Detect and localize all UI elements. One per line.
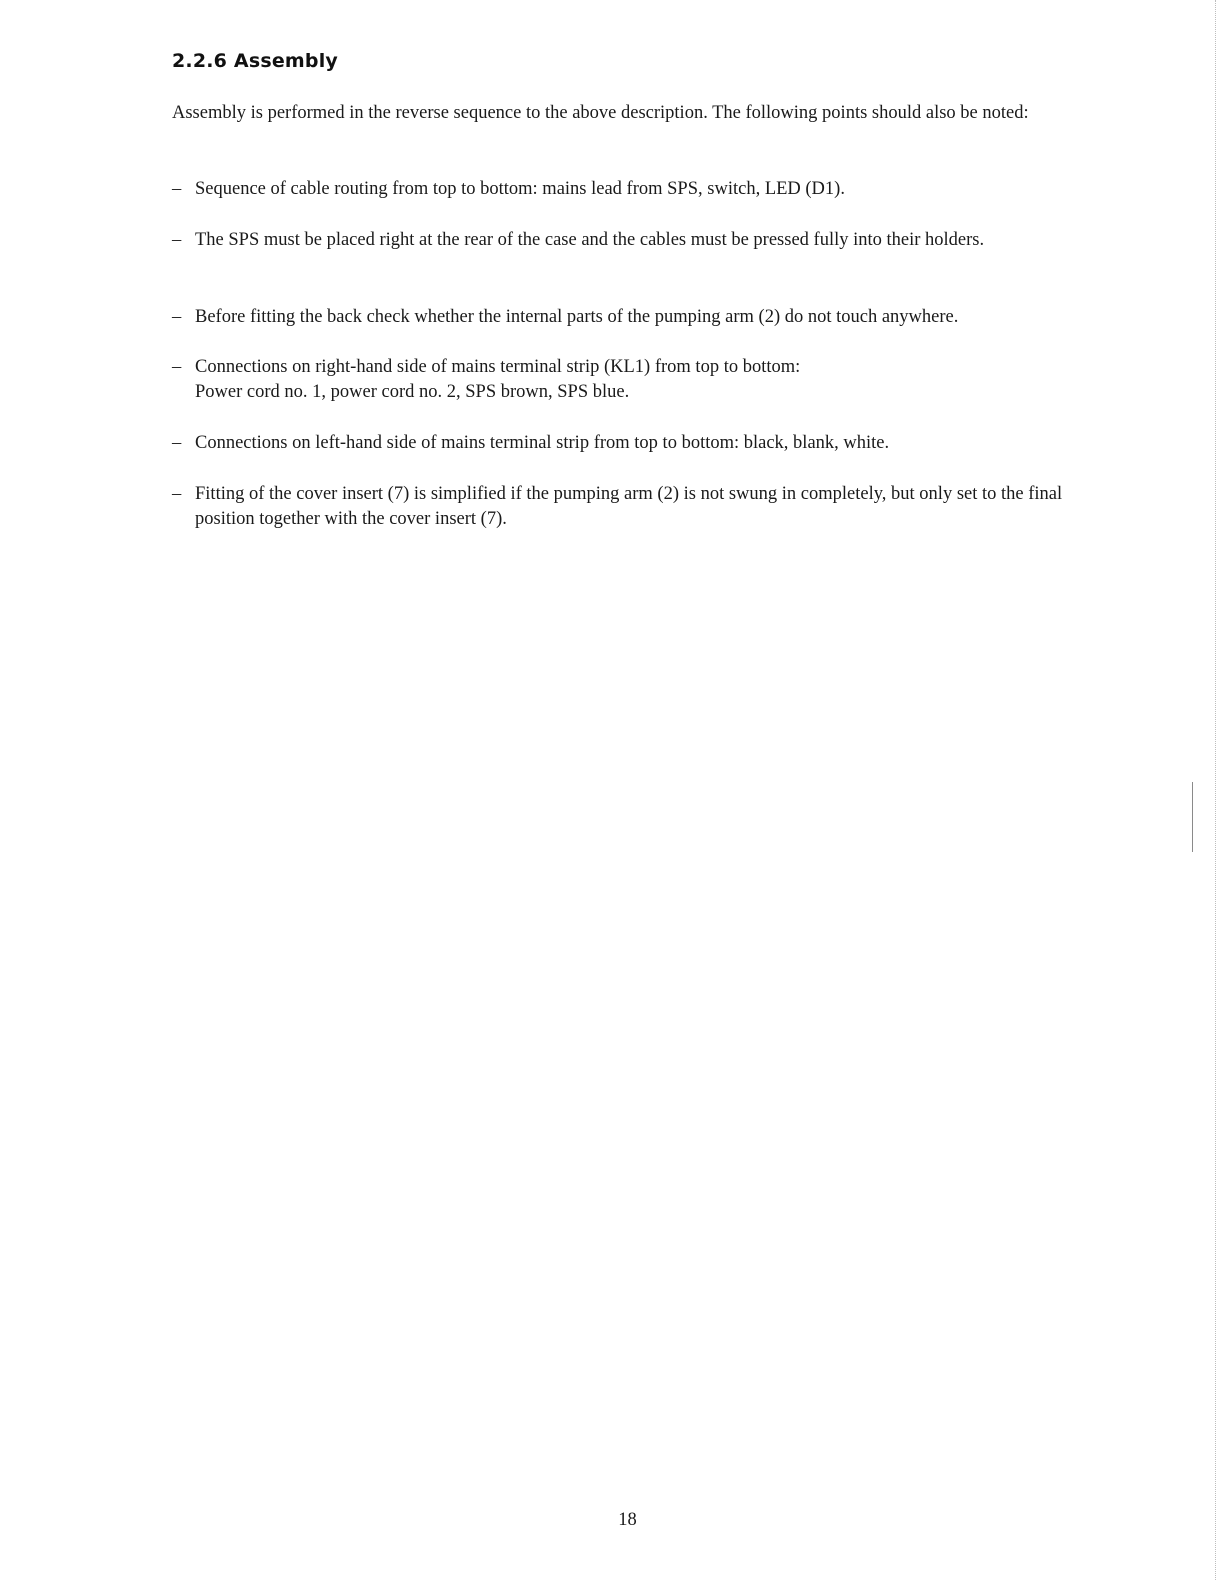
list-item [172, 355, 1082, 405]
scan-mark [1192, 782, 1193, 852]
dash-bullet: – [172, 179, 182, 199]
list-item-text: Sequence of cable routing from top to bottom: mains lead from SPS, switch, LED (D1). [195, 179, 845, 199]
section-heading: 2.2.6 Assembly [172, 50, 339, 72]
intro-paragraph: Assembly is performed in the reverse sequence to the above description. The following points should also be noted: [172, 103, 1029, 123]
dash-bullet: – [172, 307, 182, 327]
list-item [172, 431, 1082, 456]
list-item-text: The SPS must be placed right at the rear of the case and the cables must be pressed fully into their holders. [195, 230, 985, 250]
list-item [172, 228, 1082, 253]
list-item-text: Before fitting the back check whether the internal parts of the pumping arm (2) do not touch anywhere. [195, 307, 959, 327]
list-item-line: Power cord no. 1, power cord no. 2, SPS brown, SPS blue. [195, 382, 630, 402]
list-item [172, 482, 1082, 532]
list-item [172, 305, 1082, 330]
dash-bullet: – [172, 433, 182, 453]
page-number: 18 [618, 1510, 637, 1530]
dash-bullet: – [172, 230, 182, 250]
list-item-text [195, 355, 1082, 405]
scan-edge-line [1214, 0, 1216, 1580]
dash-bullet: – [172, 484, 182, 504]
list-item [172, 177, 1082, 202]
list-item-line: Connections on right-hand side of mains terminal strip (KL1) from top to bottom: [195, 357, 801, 377]
list-item-text: Fitting of the cover insert (7) is simplified if the pumping arm (2) is not swung in completely, but only set to the final position together with the cover insert (7). [195, 484, 1063, 529]
dash-bullet: – [172, 357, 182, 377]
list-item-text: Connections on left-hand side of mains terminal strip from top to bottom: black, blank, white. [195, 433, 890, 453]
